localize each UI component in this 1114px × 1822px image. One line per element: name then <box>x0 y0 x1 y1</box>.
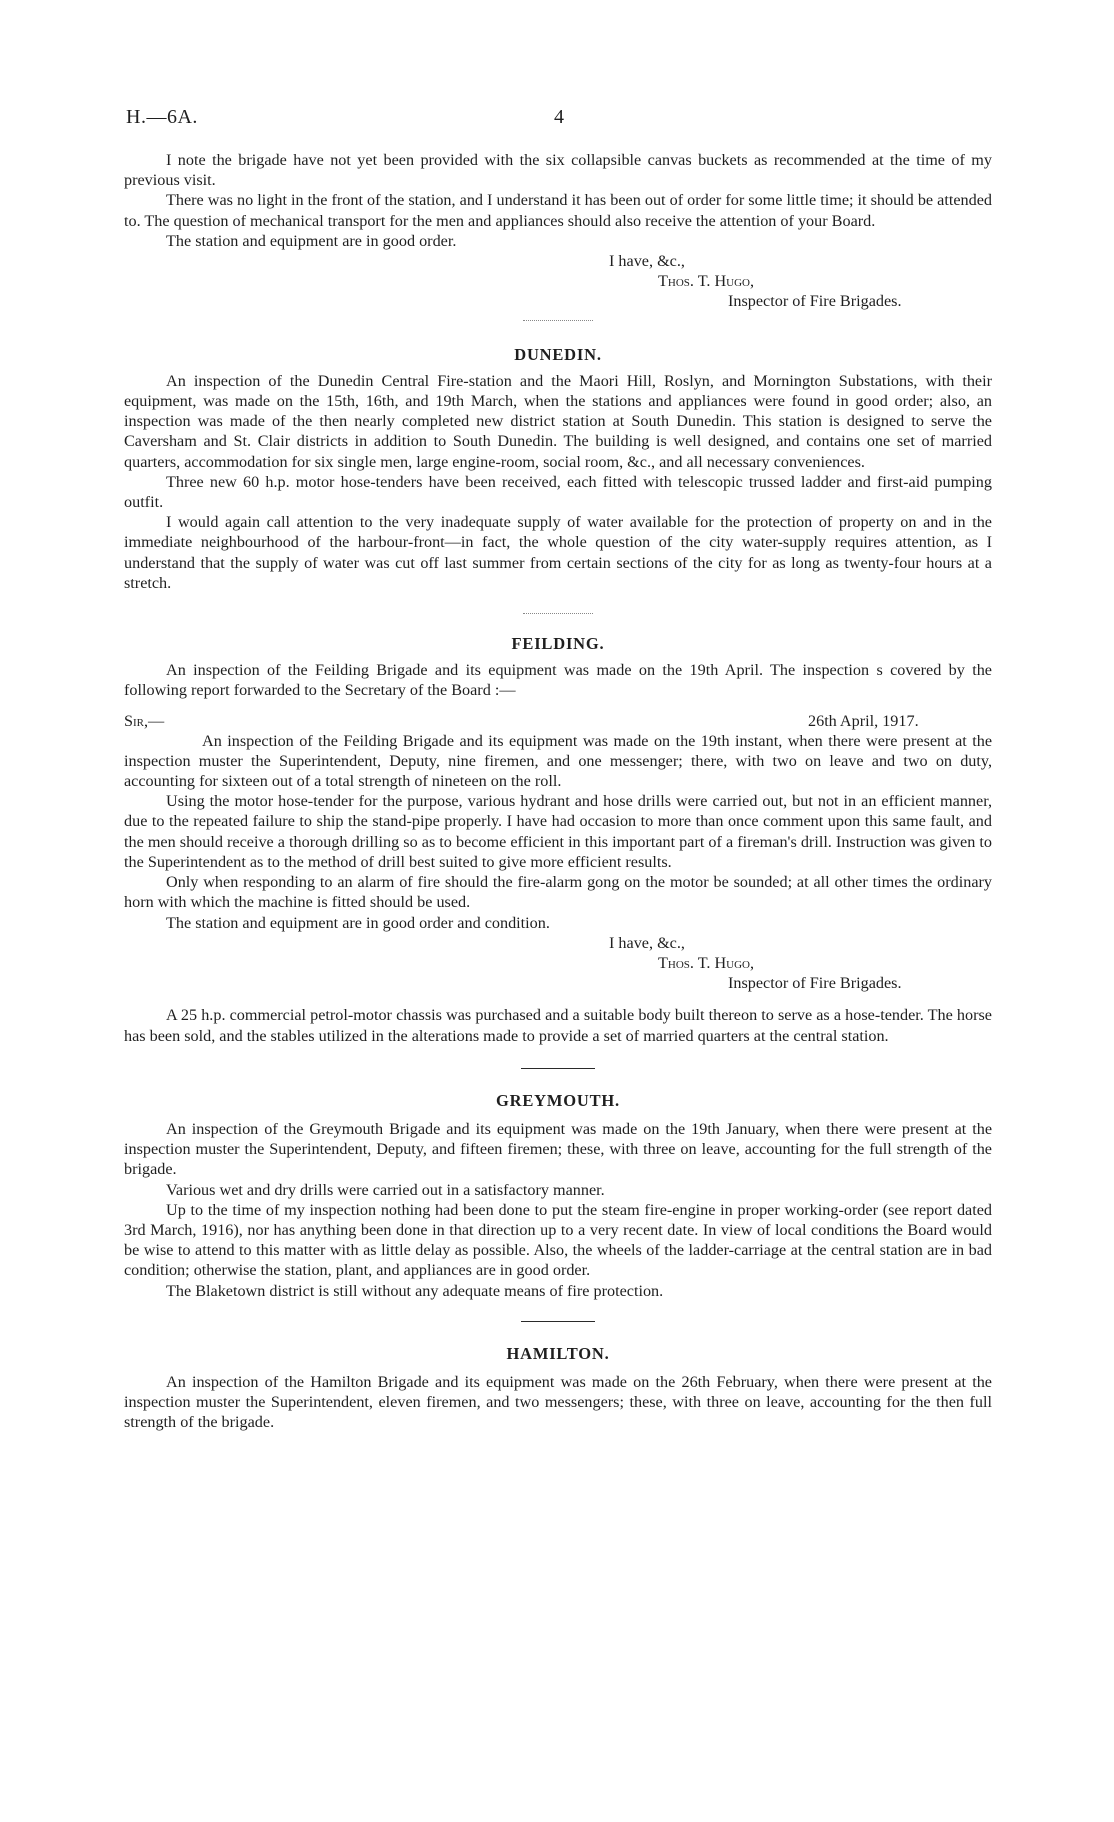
paragraph: The station and equipment are in good order. <box>166 231 457 250</box>
paragraph: A 25 h.p. commercial petrol-motor chassis was purchased and a suitable body built thereon to serve as a hose-tender. The horse has been sold, and the stables utilized in the alterations made to provide a set of married quarters at the central station. <box>124 1006 992 1045</box>
signature-name: Thos. T. Hugo, <box>658 272 755 291</box>
section-divider <box>521 1068 595 1069</box>
page-number: 4 <box>554 106 564 128</box>
section-feilding <box>124 634 992 1046</box>
section-dunedin <box>124 345 992 593</box>
paragraph: Only when responding to an alarm of fire should the fire-alarm gong on the motor be sounded; at all other times the ordinary horn with which the machine is fitted should be used. <box>124 873 992 912</box>
letter-salutation-row <box>124 711 992 731</box>
letter-date: 26th April, 1917. <box>808 711 919 730</box>
paragraph: There was no light in the front of the station, and I understand it has been out of order for some little time; it should be attended to. The question of mechanical transport for the men and appliances should also receive the attention of your Board. <box>124 191 992 230</box>
page-header <box>126 106 996 134</box>
section-heading: FEILDING. <box>511 634 605 654</box>
paragraph: An inspection of the Feilding Brigade and its equipment was made on the 19th April. The inspection s covered by the following report forwarded to the Secretary of the Board :— <box>124 661 992 700</box>
letter-salutation: Sir,— <box>124 711 165 730</box>
signature-closing: I have, &c., <box>609 933 685 952</box>
paragraph: An inspection of the Greymouth Brigade and its equipment was made on the 19th January, when there were present at the inspection muster the Superintendent, Deputy, and fifteen firemen; these, with three on leave, accounting for the full strength of the brigade. <box>124 1119 992 1179</box>
paragraph: An inspection of the Hamilton Brigade and its equipment was made on the 26th February, when there were present at the inspection muster the Superintendent, eleven firemen, and two messengers; these, with three on leave, accounting for the then full strength of the brigade. <box>124 1372 992 1432</box>
paragraph: Three new 60 h.p. motor hose-tenders have been received, each fitted with telescopic trussed ladder and first-aid pumping outfit. <box>124 472 992 512</box>
section-divider <box>523 320 593 321</box>
paragraph: The Blaketown district is still without any adequate means of fire protection. <box>166 1281 664 1300</box>
section-heading: DUNEDIN. <box>514 344 602 364</box>
document-body <box>124 150 992 1433</box>
document-reference: H.—6A. <box>126 106 198 128</box>
signature-name: Thos. T. Hugo, <box>658 953 755 972</box>
paragraph: Using the motor hose-tender for the purpose, various hydrant and hose drills were carried out, but not in an efficient manner, due to the repeated failure to ship the stand-pipe properly. I have had occasion to more than once comment upon this same fault, and the men should receive a thorough drilling so as to become efficient in this important part of a fireman's drill. Instruction was given to the Superintendent as to the method of drill best suited to give more efficient results. <box>124 792 992 871</box>
section-heading: GREYMOUTH. <box>496 1090 620 1110</box>
paragraph: Up to the time of my inspection nothing had been done to put the steam fire-engine in proper working-order (see report dated 3rd March, 1916), nor has anything been done in that direction up to a very recent date. In view of local conditions the Board would be wise to attend to this matter with as little delay as possible. Also, the wheels of the ladder-carriage at the central station are in bad condition; otherwise the station, plant, and appliances are in good order. <box>124 1200 992 1280</box>
signature-title: Inspector of Fire Brigades. <box>728 292 902 311</box>
section-heading: HAMILTON. <box>506 1343 610 1363</box>
section-divider <box>521 1321 595 1322</box>
section-previous-report <box>124 150 992 312</box>
signature-title: Inspector of Fire Brigades. <box>728 974 902 993</box>
section-greymouth <box>124 1091 992 1301</box>
paragraph: An inspection of the Dunedin Central Fire-station and the Maori Hill, Roslyn, and Mornington Substations, with their equipment, was made on the 15th, 16th, and 19th March, when the stations and appliances were found in good order; also, an inspection was made of the then nearly completed new district station at South Dunedin. This station is designed to serve the Caversham and St. Clair districts in addition to South Dunedin. The building is well designed, and contains one set of married quarters, accommodation for six single men, large engine-room, social room, &c., and all necessary conveniences. <box>124 371 992 471</box>
paragraph: Various wet and dry drills were carried out in a satisfactory manner. <box>166 1180 605 1199</box>
section-divider <box>523 613 593 614</box>
signature-closing: I have, &c., <box>609 252 685 271</box>
paragraph: I would again call attention to the very inadequate supply of water available for the protection of property on and in the immediate neighbourhood of the harbour-front—in fact, the whole question of the city water-supply requires attention, as I understand that the supply of water was cut off last summer from certain sections of the city for as long as twenty-four hours at a stretch. <box>124 513 992 592</box>
paragraph: The station and equipment are in good order and condition. <box>166 913 550 932</box>
paragraph: An inspection of the Feilding Brigade and its equipment was made on the 19th instant, when there were present at the inspection muster the Superintendent, Deputy, nine firemen, and one messenger; there, with two on leave and two on duty, accounting for sixteen out of a total strength of nineteen on the roll. <box>124 731 992 791</box>
paragraph: I note the brigade have not yet been provided with the six collapsible canvas buckets as recommended at the time of my previous visit. <box>124 151 992 190</box>
section-hamilton <box>124 1344 992 1433</box>
